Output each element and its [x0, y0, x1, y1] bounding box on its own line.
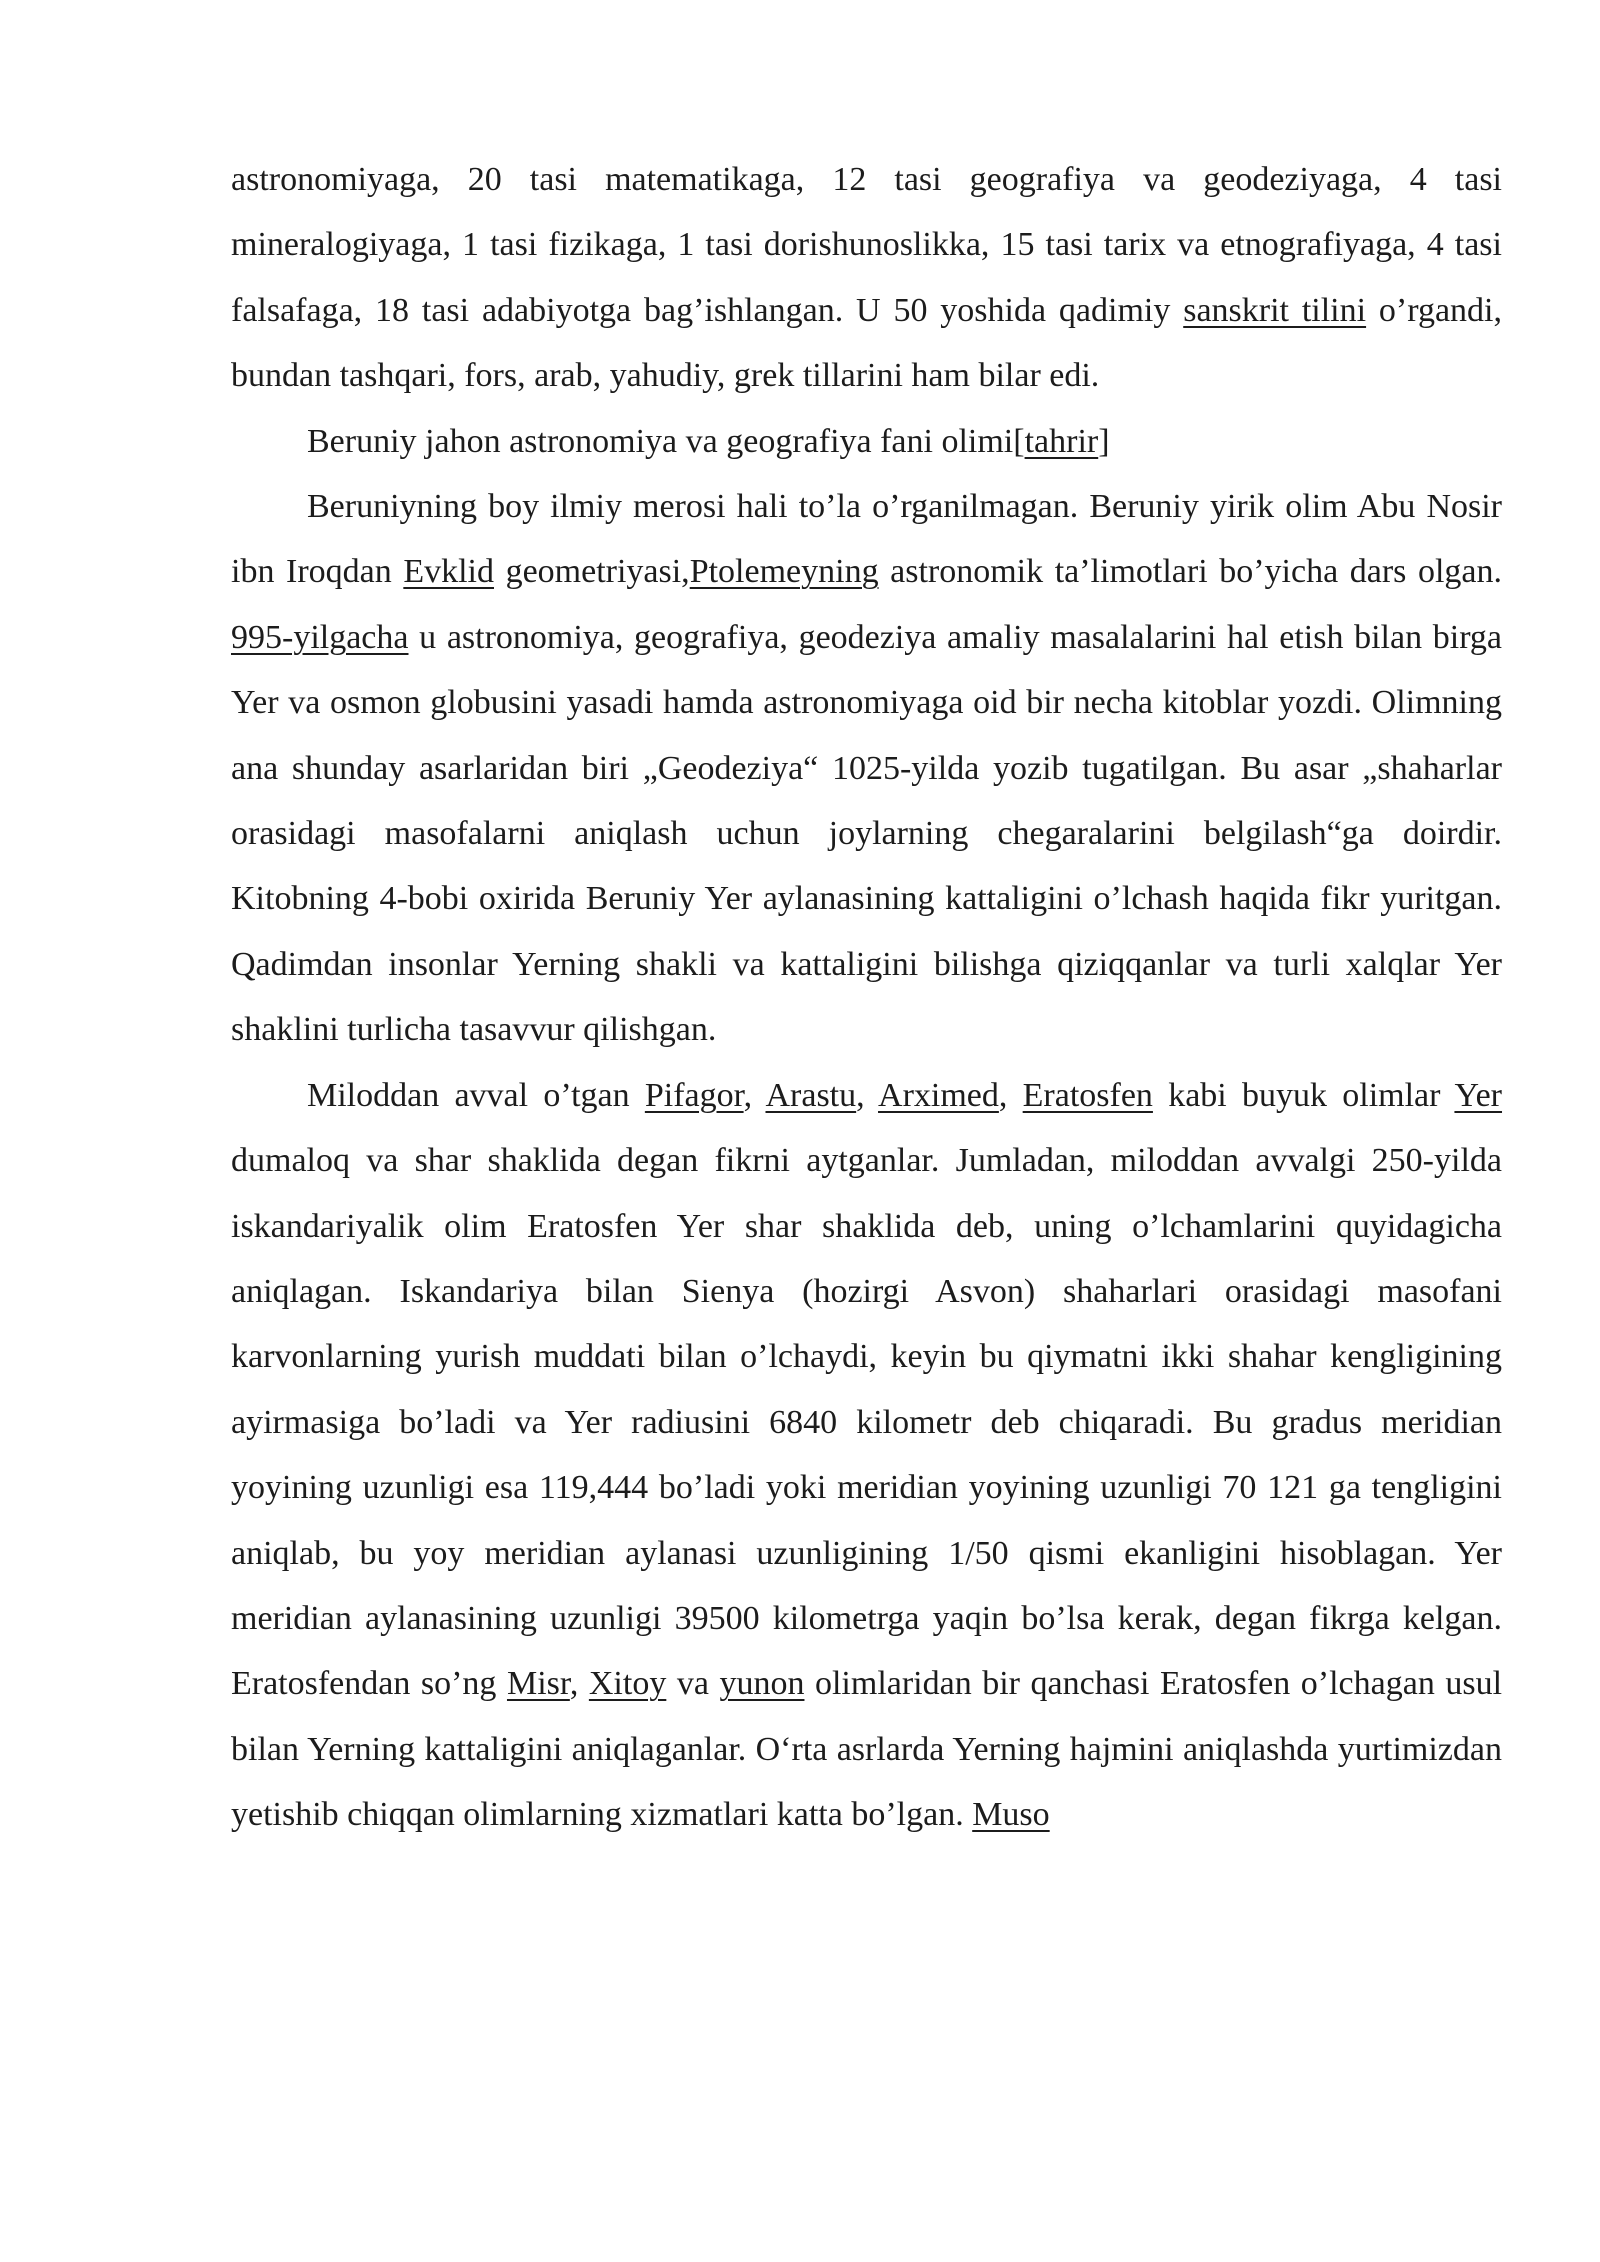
link-yunon[interactable]: yunon: [719, 1665, 805, 1703]
link-arastu[interactable]: Arastu: [765, 1076, 857, 1114]
text-run: u astronomiya, geografiya, geodeziya amaliy masalalarini hal etish bilan birga Yer va osmon globusini yasadi hamda astronomiyaga oid bir necha kitoblar yozdi. Olimning ana shunday asarlaridan biri „Geodeziya“ 1025-yilda yozib tugatilgan. Bu asar „shaharlar orasidagi masofalarni aniqlash uchun joylarning chegaralarini belgilash“ga doirdir. Kitobning 4-bobi oxirida Beruniy Yer aylanasining kattaligini o’lchash haqida fikr yuritgan. Qadimdan insonlar Yerning shakli va kattaligini bilishga qiziqqanlar va turli xalqlar Yer shaklini turlicha tasavvur qilishgan.: [231, 618, 1502, 1049]
text-run: dumaloq va shar shaklida degan fikrni aytganlar. Jumladan, miloddan avvalgi 250-yilda iskandariyalik olim Eratosfen Yer shar shaklida deb, uning o’lchamlarini quyidagicha aniqlagan. Iskandariya bilan Sienya (hozirgi Asvon) shaharlari orasidagi masofani karvonlarning yurish muddati bilan o’lchaydi, keyin bu qiymatni ikki shahar kengligining ayirmasiga bo’ladi va Yer radiusini 6840 kilometr deb chiqaradi. Bu gradus meridian yoyining uzunligi esa 119,444 bo’ladi yoki meridian yoyining uzunligi 70 121 ga tengligini aniqlab, bu yoy meridian aylanasi uzunligining 1/50 qismi ekanligini hisoblagan. Yer meridian aylanasining uzunligi 39500 kilometrga yaqin bo’lsa kerak, degan fikrga kelgan. Eratosfendan so’ng: [231, 1142, 1502, 1703]
text-run: kabi buyuk olimlar: [1152, 1076, 1455, 1114]
link-muso[interactable]: Muso: [972, 1796, 1050, 1834]
paragraph-heritage: [231, 474, 1502, 1063]
text-run: ,: [743, 1076, 766, 1114]
paragraph-languages: [231, 147, 1502, 409]
heading-bracket: ]: [1098, 422, 1110, 460]
text-run: geometriyasi,: [494, 553, 690, 591]
document-body: [231, 147, 1502, 1848]
text-run: va: [666, 1665, 720, 1703]
text-run: astronomik ta’limotlari bo’yicha dars olgan.: [878, 553, 1502, 591]
link-xitoy[interactable]: Xitoy: [588, 1665, 667, 1703]
text-run: o’rgandi, bundan tashqari, fors, arab, yahudiy, grek tillarini ham bilar edi.: [231, 291, 1502, 395]
edit-section-link[interactable]: tahrir: [1024, 422, 1099, 460]
link-sanskrit[interactable]: sanskrit tilini: [1183, 291, 1367, 329]
text-run: astronomiyaga, 20 tasi matematikaga, 12 tasi geografiya va geodeziyaga, 4 tasi mineralogiyaga, 1 tasi fizikaga, 1 tasi dorishunoslikka, 15 tasi tarix va etnografiyaga, 4 tasi falsafaga, 18 tasi adabiyotga bag’ishlangan. U 50 yoshida qadimiy: [231, 161, 1502, 329]
text-run: ,: [856, 1076, 879, 1114]
link-eratosfen[interactable]: Eratosfen: [1022, 1076, 1153, 1114]
text-run: ,: [569, 1665, 589, 1703]
paragraph-eratosfen: [231, 1063, 1502, 1848]
link-ptolemey[interactable]: Ptolemeyning: [689, 553, 879, 591]
link-evklid[interactable]: Evklid: [403, 553, 494, 591]
section-heading: [231, 409, 1502, 474]
heading-bracket: [: [1013, 422, 1025, 460]
text-run: olimlaridan bir qanchasi Eratosfen o’lchagan usul bilan Yerning kattaligini aniqlaganlar. O‘rta asrlarda Yerning hajmini aniqlashda yurtimizdan yetishib chiqqan olimlarning xizmatlari katta bo’lgan.: [231, 1665, 1503, 1834]
heading-text: Beruniy jahon astronomiya va geografiya fani olimi: [307, 422, 1014, 460]
link-995[interactable]: 995-yilgacha: [231, 618, 409, 656]
link-pifagor[interactable]: Pifagor: [644, 1076, 744, 1114]
link-misr[interactable]: Misr: [506, 1665, 570, 1703]
text-run: Miloddan avval o’tgan: [307, 1076, 645, 1114]
link-yer[interactable]: Yer: [1454, 1076, 1503, 1114]
text-run: Beruniyning boy ilmiy merosi hali to’la o’rganilmagan. Beruniy yirik olim Abu Nosir ibn Iroqdan: [231, 488, 1502, 591]
link-arximed[interactable]: Arximed: [878, 1076, 999, 1114]
text-run: ,: [998, 1076, 1023, 1114]
